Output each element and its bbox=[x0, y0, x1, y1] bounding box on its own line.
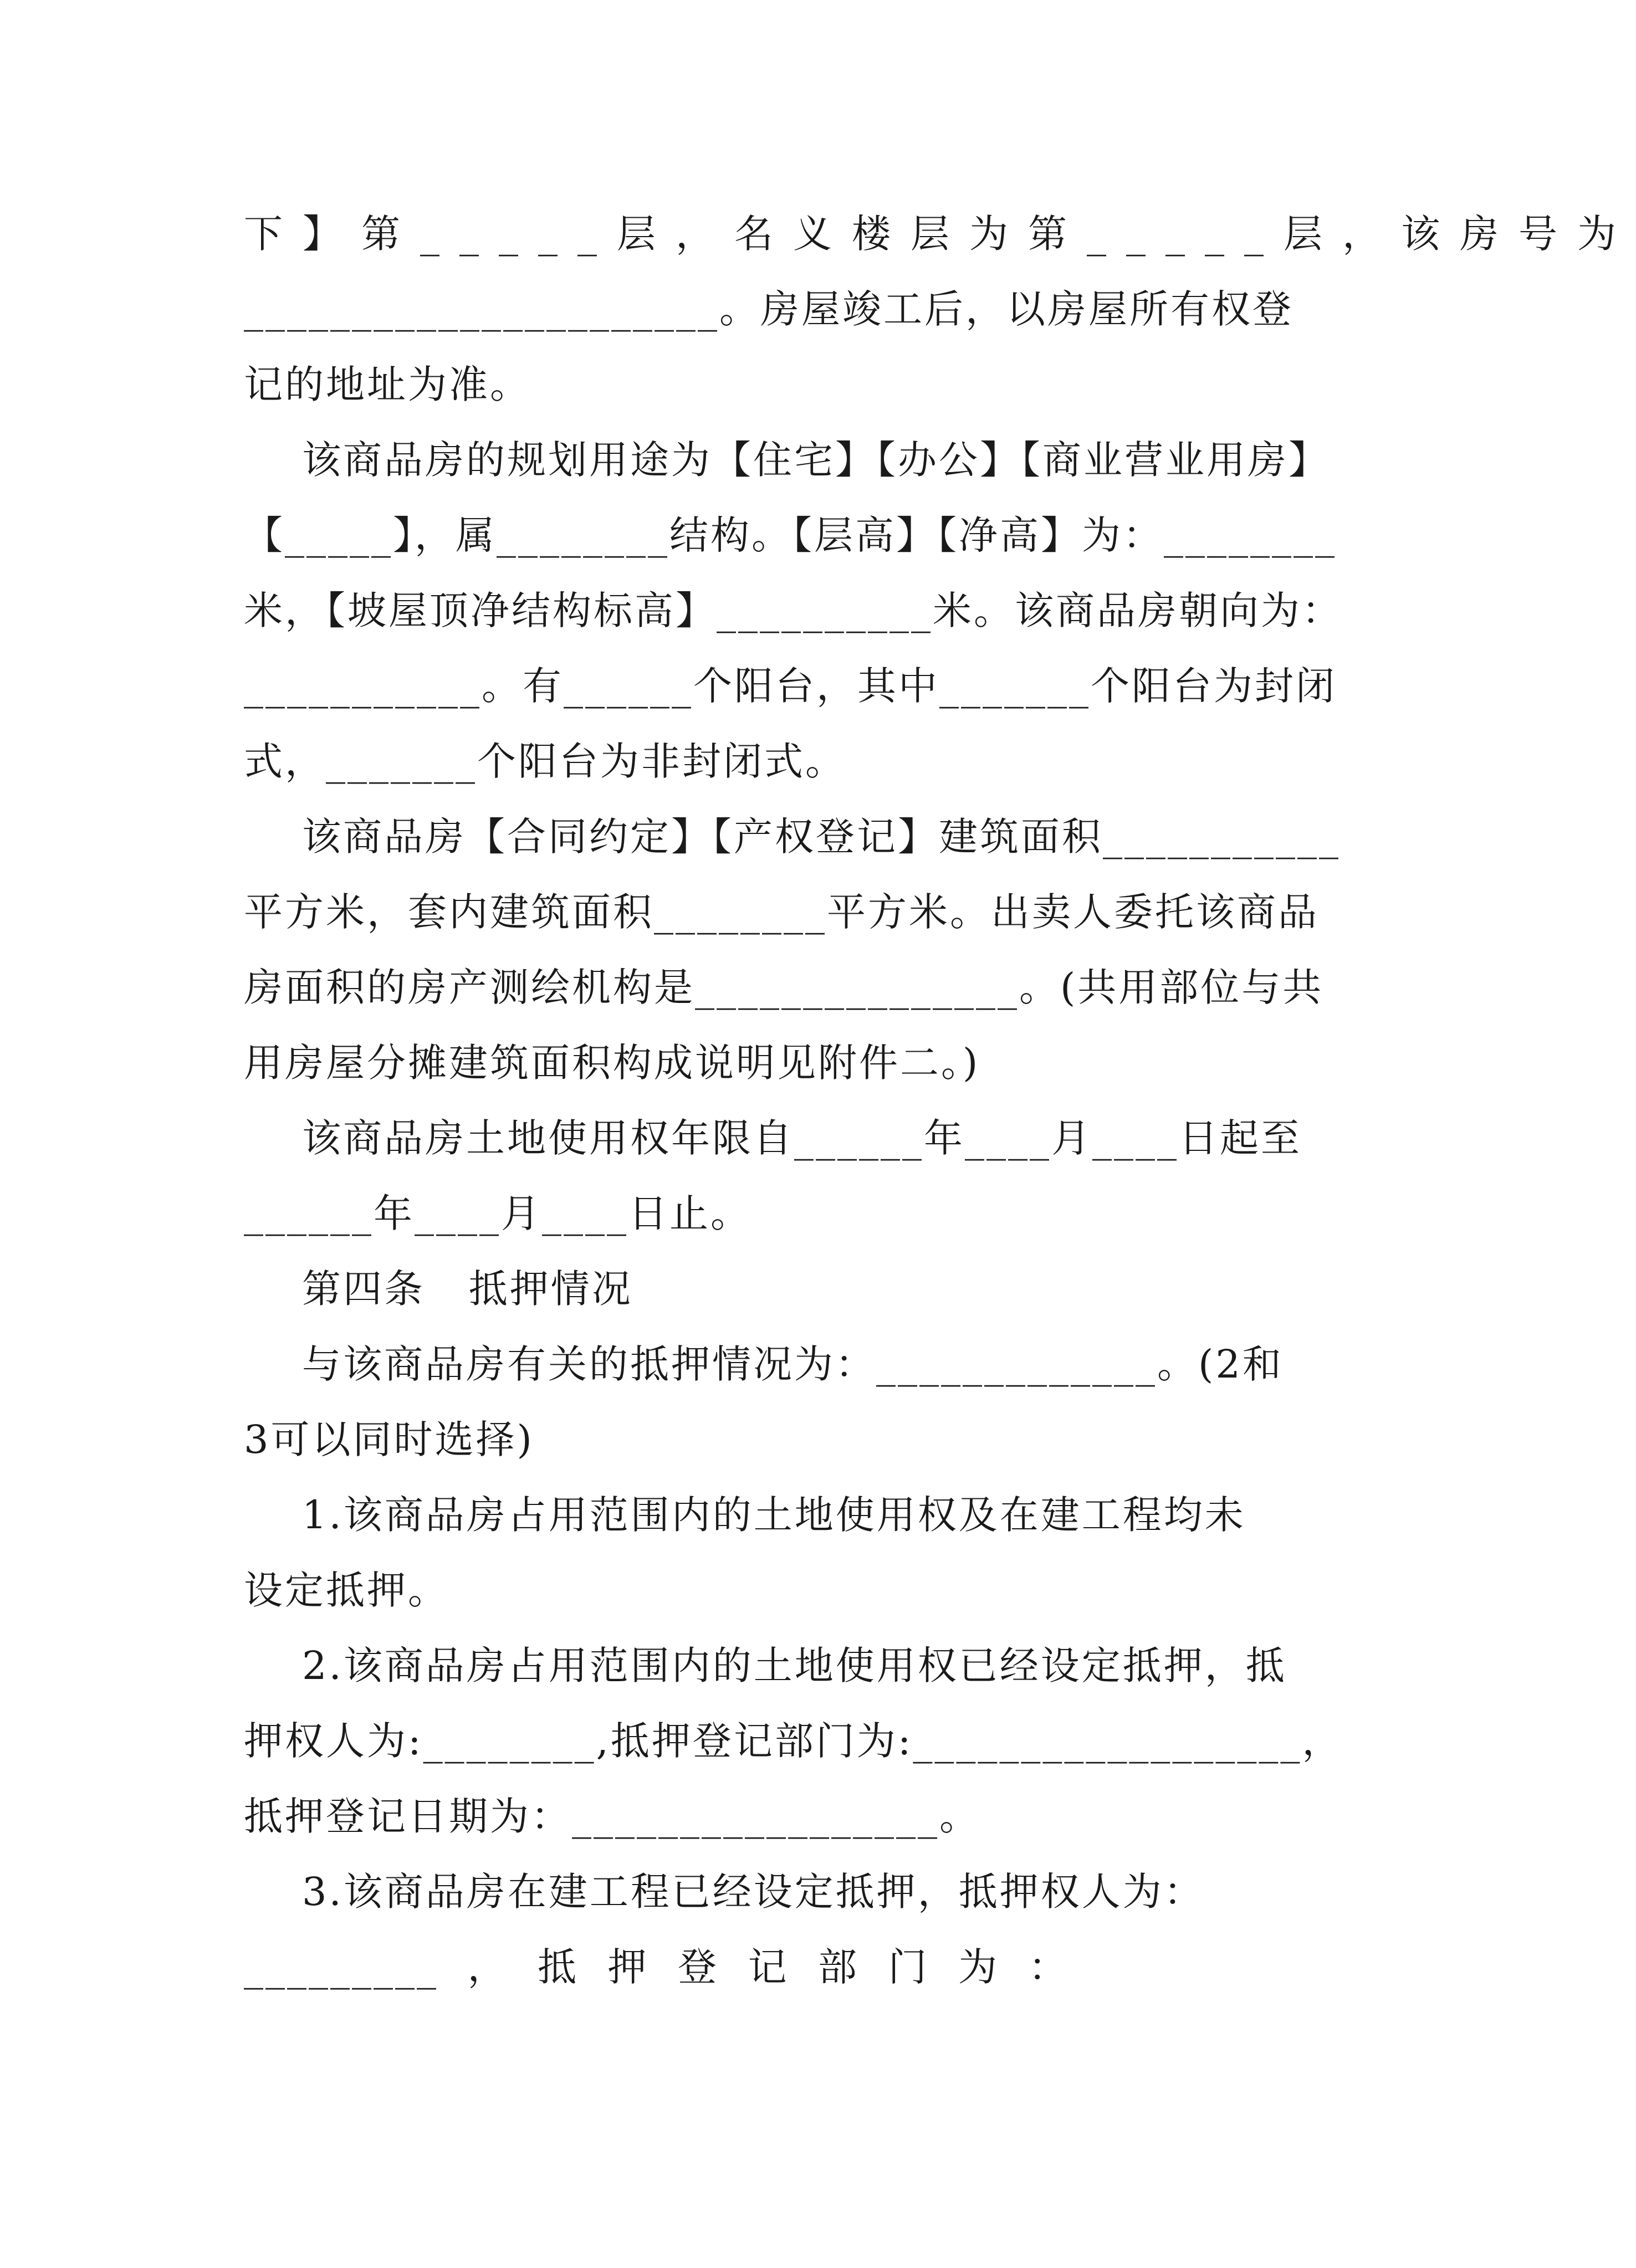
text-line-8: 式，_______个阳台为非封闭式。 bbox=[244, 739, 846, 784]
text-line-19: 设定抵押。 bbox=[244, 1568, 449, 1613]
text-line-12: 用房屋分摊建筑面积构成说明见附件二。) bbox=[244, 1040, 980, 1086]
text-line-16: 与该商品房有关的抵押情况为：_____________。(2和 bbox=[244, 1342, 1284, 1387]
text-line-21: 押权人为:________,抵押登记部门为:__________________， bbox=[244, 1718, 1343, 1764]
text-line-22: 抵押登记日期为：_________________。 bbox=[244, 1794, 980, 1839]
text-line-17: 3可以同时选择) bbox=[244, 1417, 534, 1462]
text-line-11: 房面积的房产测绘机构是_______________。(共用部位与共 bbox=[244, 965, 1324, 1010]
text-line-10: 平方米，套内建筑面积________平方米。出卖人委托该商品 bbox=[244, 889, 1319, 935]
text-line-4: 该商品房的规划用途为【住宅】【办公】【商业营业用房】 bbox=[244, 437, 1330, 483]
text-line-5: 【_____】，属________结构。【层高】【净高】为：________ bbox=[244, 513, 1337, 558]
text-line-18: 1.该商品房占用范围内的土地使用权及在建工程均未 bbox=[244, 1492, 1246, 1538]
text-line-23: 3.该商品房在建工程已经设定抵押，抵押权人为： bbox=[244, 1869, 1205, 1914]
text-line-24: _________ ， 抵 押 登 记 部 门 为 ： bbox=[244, 1944, 1070, 1990]
text-line-3: 记的地址为准。 bbox=[244, 362, 531, 407]
text-line-9: 该商品房【合同约定】【产权登记】建筑面积___________ bbox=[244, 814, 1341, 859]
text-line-20: 2.该商品房占用范围内的土地使用权已经设定抵押，抵 bbox=[244, 1643, 1287, 1688]
text-line-1: 下】第_____层，名义楼层为第_____层，该房号为 bbox=[244, 211, 1636, 257]
text-line-13: 该商品房土地使用权年限自______年____月____日起至 bbox=[244, 1115, 1302, 1161]
text-line-7: ___________。有______个阳台，其中_______个阳台为封闭 bbox=[244, 663, 1337, 709]
text-line-6: 米，【坡屋顶净结构标高】__________米。该商品房朝向为： bbox=[244, 588, 1343, 633]
text-line-14: ______年____月____日止。 bbox=[244, 1191, 751, 1236]
section-heading: 第四条 抵押情况 bbox=[244, 1266, 633, 1312]
text-line-2: ______________________。房屋竣工后，以房屋所有权登 bbox=[244, 286, 1294, 332]
